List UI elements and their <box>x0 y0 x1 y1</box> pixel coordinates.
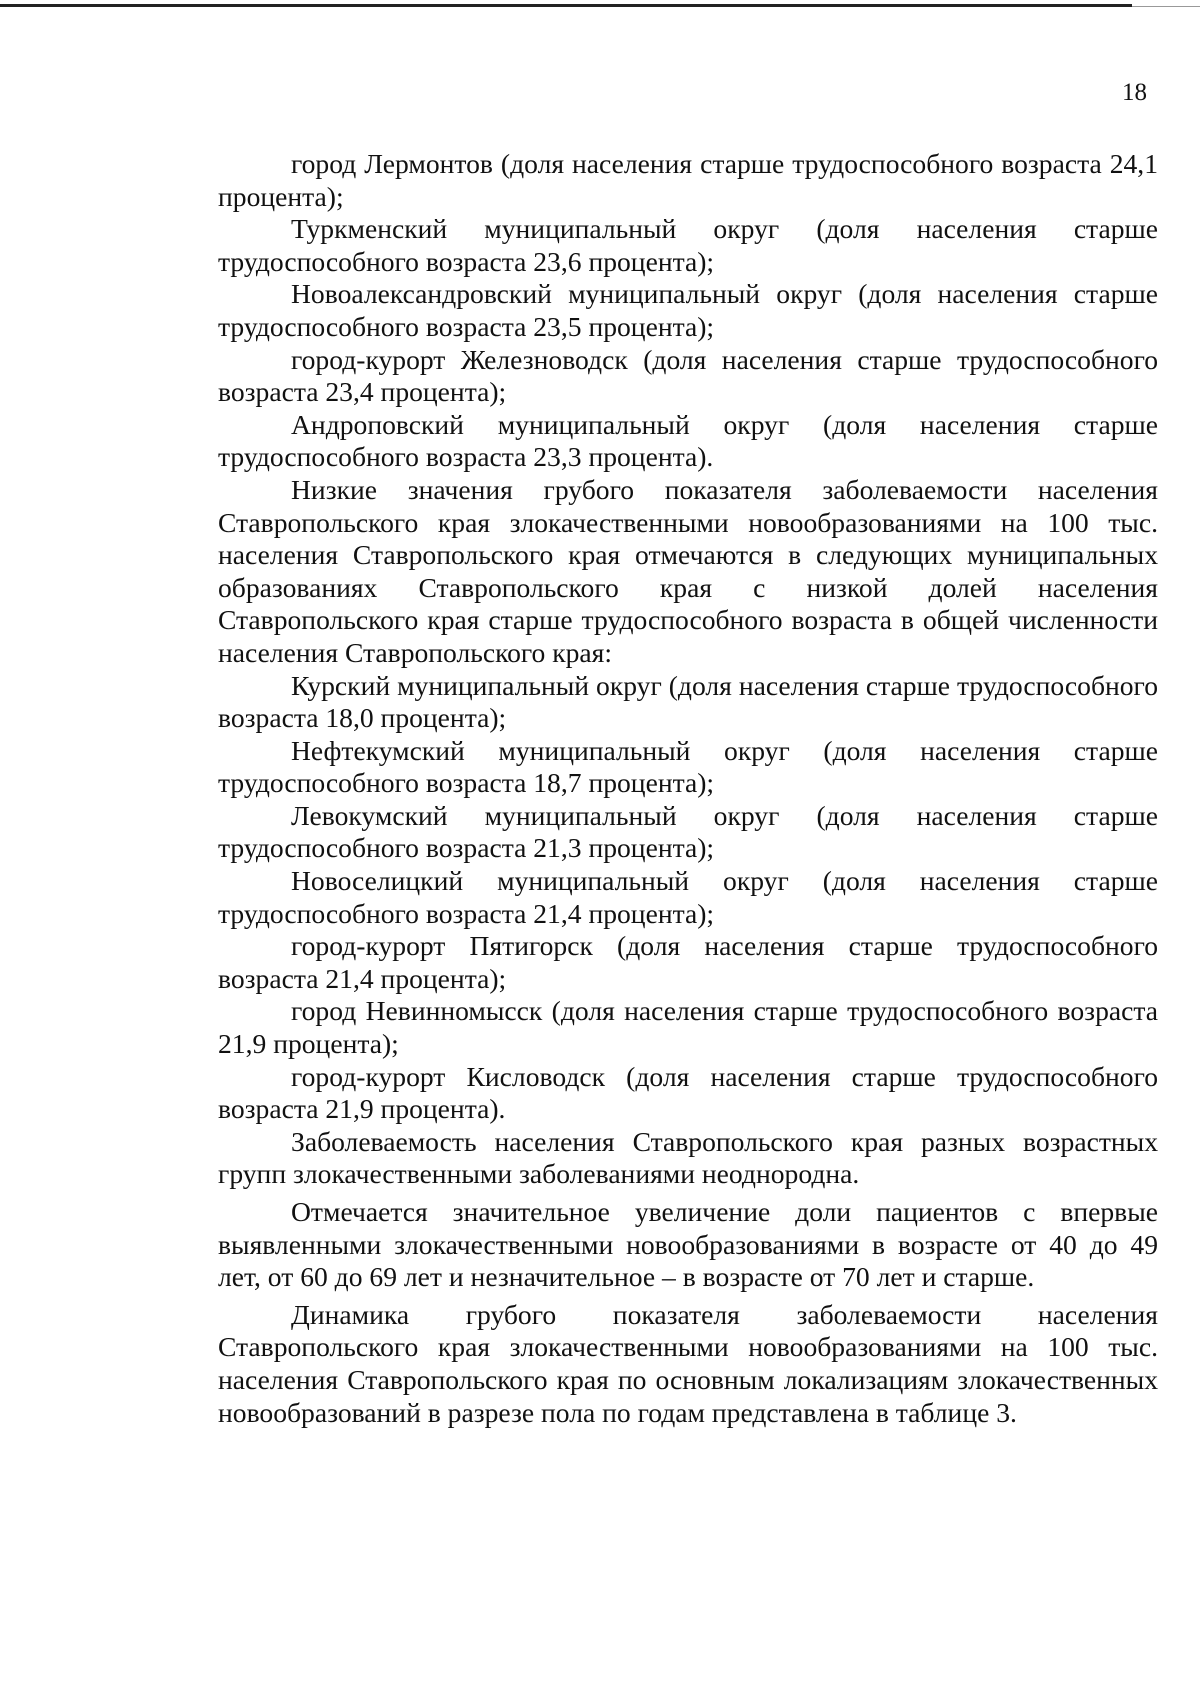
paragraph-turkmensky: Туркменский муниципальный округ (доля населения старше трудоспособного возраста 23,6 процента); <box>218 213 1158 277</box>
body-text <box>218 148 1158 1429</box>
paragraph-age-groups: Заболеваемость населения Ставропольского края разных возрастных групп злокачественными заболеваниями неоднородна. <box>218 1125 1158 1190</box>
paragraph-pyatigorsk: город-курорт Пятигорск (доля населения старше трудоспособного возраста 21,4 процента); <box>218 930 1158 994</box>
top-border-line-thin <box>1132 6 1200 7</box>
paragraph-nevinnomyssk: город Невинномысск (доля населения старше трудоспособного возраста 21,9 процента); <box>218 995 1158 1060</box>
paragraph-dynamics-table-ref: Динамика грубого показателя заболеваемости населения Ставропольского края злокачественными новообразованиями на 100 тыс. населения Ставропольского края по основным локализациям злокачественных новообразований в разрезе пола по годам представлена в таблице 3. <box>218 1298 1158 1428</box>
paragraph-low-values-intro: Низкие значения грубого показателя заболеваемости населения Ставропольского края злокачественными новообразованиями на 100 тыс. населения Ставропольского края отмечаются в следующих муниципальных образованиях Ставропольского края с низкой долей населения Ставропольского края старше трудоспособного возраста в общей численности населения Ставропольского края: <box>218 473 1158 668</box>
paragraph-andropovsky: Андроповский муниципальный округ (доля населения старше трудоспособного возраста 23,3 процента). <box>218 408 1158 473</box>
paragraph-neftekumsky: Нефтекумский муниципальный округ (доля населения старше трудоспособного возраста 18,7 процента); <box>218 734 1158 799</box>
paragraph-lermontov: город Лермонтов (доля населения старше трудоспособного возраста 24,1 процента); <box>218 148 1158 212</box>
top-border-line <box>0 4 1132 7</box>
paragraph-zheleznovodsk: город-курорт Железноводск (доля населения старше трудоспособного возраста 23,4 процента); <box>218 343 1158 408</box>
paragraph-novoaleksandrovsky: Новоалександровский муниципальный округ (доля населения старше трудоспособного возраста 23,5 процента); <box>218 278 1158 342</box>
paragraph-novoselitsky: Новоселицкий муниципальный округ (доля населения старше трудоспособного возраста 21,4 процента); <box>218 865 1158 929</box>
paragraph-increase-share: Отмечается значительное увеличение доли пациентов с впервые выявленными злокачественными новообразованиями в возрасте от 40 до 49 лет, от 60 до 69 лет и незначительное – в возрасте от 70 лет и старше. <box>218 1196 1158 1293</box>
page-number: 18 <box>1122 79 1147 106</box>
paragraph-levokumsky: Левокумский муниципальный округ (доля населения старше трудоспособного возраста 21,3 процента); <box>218 799 1158 864</box>
paragraph-kislovodsk: город-курорт Кисловодск (доля населения старше трудоспособного возраста 21,9 процента). <box>218 1060 1158 1125</box>
paragraph-kursky: Курский муниципальный округ (доля населения старше трудоспособного возраста 18,0 процента); <box>218 669 1158 734</box>
